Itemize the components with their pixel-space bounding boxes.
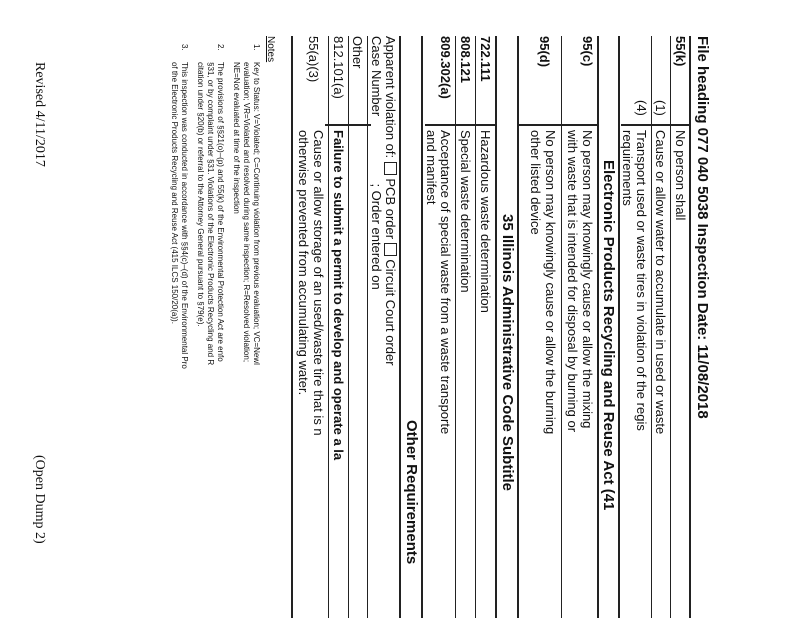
note-1-number: 1.	[252, 44, 261, 51]
column-divider	[519, 124, 599, 126]
row-text-95c-line1: No person may knowingly cause or allow the mixing	[580, 130, 595, 429]
row-text-809-line2: and manifest	[424, 130, 439, 205]
note-2-number: 2.	[216, 44, 225, 51]
row-text-808: Special waste determination	[458, 130, 473, 293]
revised-date: Revised 4/11/2017	[32, 62, 47, 167]
row-text-55a3-line2: otherwise prevented from accumulating water.	[296, 130, 311, 396]
row-text-55k4-line2: requirements	[620, 130, 635, 206]
row-rule	[517, 36, 519, 618]
row-rule	[455, 36, 456, 618]
row-rule	[399, 36, 401, 618]
notes-title: Notes	[265, 36, 276, 63]
other-label: Other	[350, 36, 365, 69]
row-rule	[291, 36, 293, 618]
row-text-95c-line2: with waste that is intended for disposal by burning or	[565, 130, 580, 433]
column-divider	[621, 124, 691, 126]
row-text-809-line1: Acceptance of special waste from a waste transporte	[438, 130, 453, 435]
row-rule	[348, 36, 349, 618]
row-rule	[367, 36, 368, 618]
note-2-line3: citation under §20(b) or referral to the Attorney General pursuant to §79(e).	[196, 62, 205, 327]
row-code-722: 722.111	[478, 36, 493, 82]
row-rule	[475, 36, 476, 618]
row-num-55k4: (4)	[634, 100, 649, 116]
row-code-55a3: 55(a)(3)	[306, 36, 321, 83]
row-num-55k1: (1)	[653, 100, 668, 116]
row-text-55k: No person shall	[673, 130, 688, 221]
note-2-line2: §31, or by complaint under §31. Violations of the Electronic Products Recycling and R	[206, 62, 215, 366]
apparent-violation-label: Apparent violation of:	[383, 36, 398, 159]
row-rule	[618, 36, 620, 618]
note-3-number: 3.	[180, 44, 189, 51]
pcb-order-checkbox[interactable]	[384, 162, 397, 175]
file-heading: File heading 077 040 5038 Inspection Date: 11/08/2018	[694, 36, 711, 419]
row-rule	[561, 36, 562, 618]
pcb-order-label: PCB order	[383, 178, 398, 240]
section-heading-other: Other Requirements	[403, 420, 420, 565]
row-text-722: Hazardous waste determination	[478, 130, 493, 313]
note-1-line3: NE=Not evaluated at time of the inspection	[232, 62, 241, 214]
note-2-line1: The provisions of §§21(o)–(p) and 55(k) of the Environmental Protection Act are enfo	[216, 62, 225, 362]
row-code-808: 808.121	[458, 36, 473, 83]
apparent-violation-line	[383, 36, 398, 366]
row-code-55k: 55(k)	[673, 36, 688, 67]
note-3-line2: of the Electronic Products Recycling and Reuse Act (415 ILCS 150/20(a)).	[170, 62, 179, 324]
row-rule	[651, 36, 652, 618]
circuit-court-order-label: Circuit Court order	[383, 259, 398, 366]
row-text-95d-line1: No person may knowingly cause or allow the burning	[543, 130, 558, 435]
note-1-line1: Key to Status: V=Violated; C=Continuing violation from previous evaluation; VC=Newl	[252, 62, 261, 365]
row-text-55k1: Cause or allow water to accumulate in used or waste	[653, 130, 668, 435]
row-code-95c: 95(c)	[580, 36, 595, 67]
row-code-95d: 95(d)	[537, 36, 552, 68]
row-rule	[328, 36, 329, 618]
row-rule	[495, 36, 497, 618]
row-text-55k4-line1: Transport used or waste tires in violation of the regis	[634, 130, 649, 431]
note-3-line1: This inspection was conducted in accordance with §§4(c)–(d) of the Environmental Pro	[180, 62, 189, 369]
order-entered-label: ; Order entered on	[369, 183, 384, 290]
form-name: (Open Dump 2)	[32, 455, 47, 544]
row-text-95d-line2: other listed device	[528, 130, 543, 235]
column-divider	[425, 124, 497, 126]
circuit-court-order-checkbox[interactable]	[384, 243, 397, 256]
row-rule	[670, 36, 671, 618]
section-heading-35iac: 35 Illinois Administrative Code Subtitle	[499, 214, 516, 491]
case-number-line	[369, 36, 384, 290]
section-heading-epr: Electronic Products Recycling and Reuse Act (41	[600, 160, 617, 511]
row-text-812: Failure to submit a permit to develop and operate a la	[331, 130, 346, 461]
row-code-812: 812.101(a)	[331, 36, 346, 99]
row-text-55a3-line1: Cause or allow storage of an used/waste tire that is n	[311, 130, 326, 436]
row-code-809: 809.302(a)	[438, 36, 453, 99]
row-rule	[597, 36, 599, 618]
case-number-label: Case Number	[369, 36, 384, 117]
row-rule	[421, 36, 423, 618]
note-1-line2: evaluation; VR=Violated and resolved during same inspection; R=Resolved violation;	[242, 62, 251, 363]
